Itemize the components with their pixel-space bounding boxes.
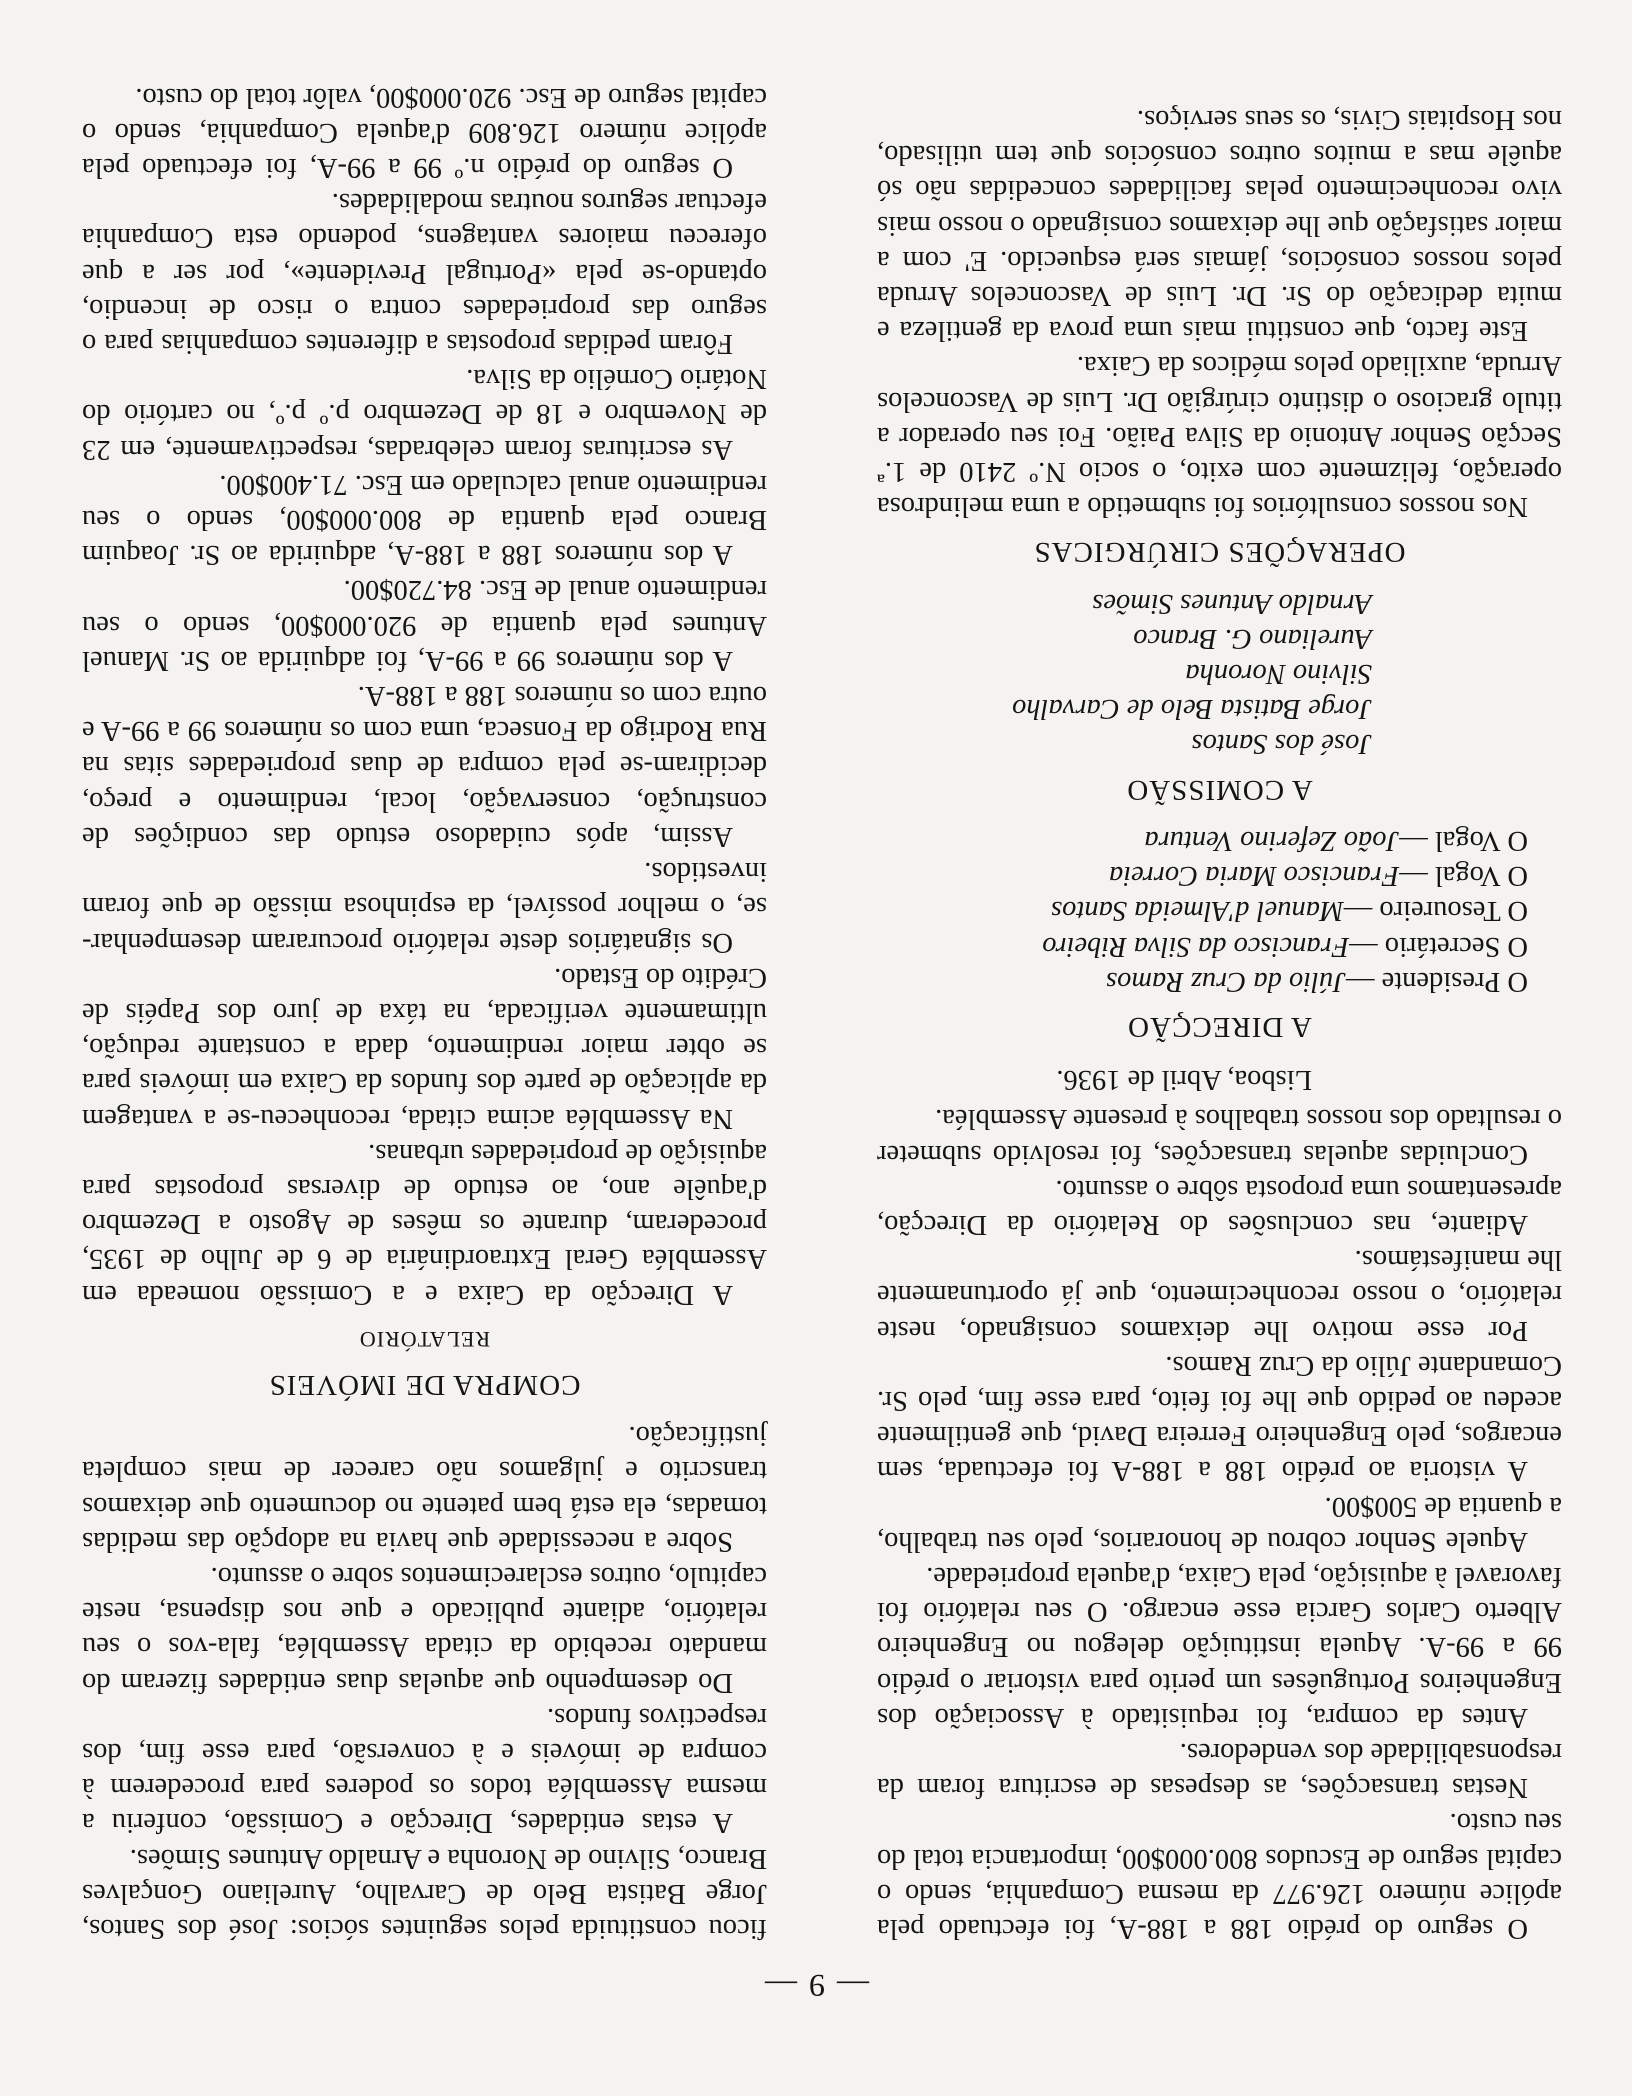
comissao-heading: A COMISSÃO [1126,773,1313,806]
signatory-role: O Vogal — [1399,860,1528,892]
paragraph: Os signatários deste relatório procuraram desempenhar-se, o melhor possível, da espinhosa missão de que foram investidos. [82,856,767,958]
paragraph: Nos nossos consultórios foi submetido a uma melindrosa operação, felizmente com exito, o socio N.º 2410 de 1.ª Secção Senhor Antonio da Silva Paião. Foi seu operador a titulo gracioso o distinto cirúrgião Dr. Luis de Vasconcelos Arruda, auxiliado pelos médicos da Caixa. [877,350,1562,523]
signatory-role: O Presidente — [1345,965,1528,997]
left-column [877,102,1562,1946]
paragraph: Do desempenho que aquelas duas entidades fizeram do mandato recebido da citada Assembléa, fala-vos o seu relatório, adiante publicado e que nos dispensa, neste capitulo, outros esclarecimentos sobre o assunto. [82,1560,767,1698]
signatory-role: O Secretário — [1349,930,1528,962]
dateline: Lisboa, Abril de 1936. [1056,1064,1312,1096]
paragraph: Nestas transacções, as despesas de escritura foram da responsabilidade dos vendedores. [877,1736,1562,1804]
paragraph: Concluidas aquelas transacções, foi resolvido submeter o resultado dos nossos trabalhos à presente Assembléa. [877,1103,1562,1170]
signatory-name: Júlio da Cruz Ramos [1106,965,1346,997]
direccao-heading: A DIRECÇÃO [1127,1010,1312,1043]
signatory-line [877,928,1562,963]
paragraph: A estas entidades, Direcção e Comissão, conferiu a mesma Assembléa todos os poderes para procederem à compra de imóveis e à conversão, para esse fim, dos respectivos fundos. [82,1701,767,1839]
page-number: — 9 — [763,1968,869,2004]
paragraph: Antes da compra, foi requisitado à Associação dos Engenheiros Portuguêses um perito para vistoriar o prédio 99 a 99-A. Aquela instituição delegou no Engenheiro Alberto Carlos Garcia esse encargo. O seu relatório foi favoravel à aquisição, pela Caixa, d'aquela propriedade. [877,1560,1562,1733]
signatory-name: Francisco da Silva Ribeiro [1042,930,1350,962]
paragraph: Por esse motivo lhe deixamos consignado, neste relatório, o nosso reconhecimento, que já oportunamente lhe manifestámos. [877,1244,1562,1346]
paragraph: A vistoria ao prédio 188 a 188-A foi efectuada, sem encargos, pelo Engenheiro Ferreira David, que gentilmente acedeu ao pedido que lhe foi feito, para esse fim, pelo Sr. Comandante Júlio da Cruz Ramos. [877,1349,1562,1487]
signatory-name: João Zeferino Ventura [1144,824,1400,856]
paragraph: Sobre a necessidade que havia na adopção das medidas tomadas, ela está bem patente no documento que deixamos transcrito e julgamos não carecer de mais completa justificação. [82,1420,767,1557]
comissao-member: Arnaldo Antunes Simões [1092,587,1372,619]
signatory-line [877,823,1562,858]
right-column [82,79,767,1946]
comissao-member: Aureliano G. Branco [1133,622,1372,654]
signatory-line [877,964,1562,999]
paragraph: Assim, após cuidadoso estudo das condições de construção, conservação, local, rendimento e preço, decidiram-se pela compra de duas propriedades sitas na Rua Rodrigo da Fonseca, uma com os números 99 a 99-A e outra com os números 188 a 188-A. [82,680,767,852]
comissao-member: Jorge Batista Belo de Carvalho [1012,693,1372,725]
paragraph: ficou constituida pelos seguintes sócios: José dos Santos, Jorge Batista Belo de Carvalho, Aureliano Gonçalves Branco, Silvino de Noronha e Arnaldo Antunes Simões. [82,1842,767,1944]
paragraph: A dos números 188 a 188-A, adquirida ao Sr. Joaquim Branco pela quantia de 800.000$00, sendo o seu rendimento anual calculado em Esc. 71.400$00. [82,468,767,571]
paragraph: Aquele Senhor cobrou de honorarios, pelo seu trabalho, a quantia de 500$00. [877,1490,1562,1557]
paragraph: Adiante, nas conclusões do Relatório da Direcção, apresentamos uma proposta sôbre o assunto. [877,1173,1562,1240]
paragraph: Este facto, que constitui mais uma prova da gentileza e muita dedicação do Sr. Dr. Luis de Vasconcelos Arruda pelos nossos consócios, jámais será esquecido. E' com a maior satisfação que lhe deixamos consignado o nosso mais vivo reconhecimento pelas facilidades concedidas não só aquêle mas a muitos outros consócios que tem utilisado, nos Hospitais Civis, os seus serviços. [877,104,1562,347]
paragraph: A Direcção da Caixa e a Comissão nomeada em Assembléa Geral Extraordinária de 6 de Julho de 1935, procederam, durante os mêses de Agosto a Dezembro d'aquêle ano, ao estudo de diversas propostas para aquisição de propriedades urbanas. [82,1137,767,1310]
operacoes-heading: OPERAÇÕES CIRÚRGICAS [1033,536,1406,569]
signatory-role: O Vogal — [1399,824,1528,856]
paragraph: Fôram pedidas propostas a diferentes companhias para o seguro das propriedades contra o risco de incendio, optando-se pela «Portugal Previdente», por ser a que ofereceu maiores vantagens, podendo esta Companhia efectuar seguros noutras modalidades. [82,187,767,360]
paragraph: A dos números 99 a 99-A, foi adquirida ao Sr. Manuel Antunes pela quantia de 920.000$00, sendo o seu rendimento anual de Esc. 84.720$00. [82,574,767,676]
signatory-name: Francisco Maria Correia [1108,860,1400,892]
paragraph: Na Assembléa acima citada, reconheceu-se a vantagem da aplicação de parte dos fundos da Caixa em imóveis para se obter maior rendimento, dada a constante redução, ultimamente verificada, na táxa de juro dos Papéis de Crédito do Estado. [82,961,767,1134]
paragraph: As escrituras foram celebradas, respectivamente, em 23 de Novembro e 18 de Dezembro p.º p.º, no cartório do Notário Cornélio da Silva. [82,363,767,465]
comissao-member: José dos Santos [1191,728,1372,760]
signatory-name: Manuel d'Almeida Santos [1051,895,1344,927]
relatorio-heading: RELATÓRIO [358,1326,491,1352]
paragraph: O seguro do prédio n.º 99 a 99-A, foi efectuado pela apólice número 126.809 d'aquela Companhia, sendo o capital seguro de Esc. 920.000$00, valôr total do custo. [82,81,767,184]
comissao-member: Silvino Noronha [1185,658,1372,690]
signatory-role: O Tesoureiro — [1343,895,1528,927]
paragraph: O seguro do prédio 188 a 188-A, foi efectuado pela apólice número 126.977 da mesma Companhia, sendo o capital seguro de Escudos 800.000$00, importancia total do seu custo. [877,1807,1562,1944]
signatory-line [877,893,1562,928]
compra-heading: COMPRA DE IMÓVEIS [268,1368,581,1401]
signatory-line [877,858,1562,893]
